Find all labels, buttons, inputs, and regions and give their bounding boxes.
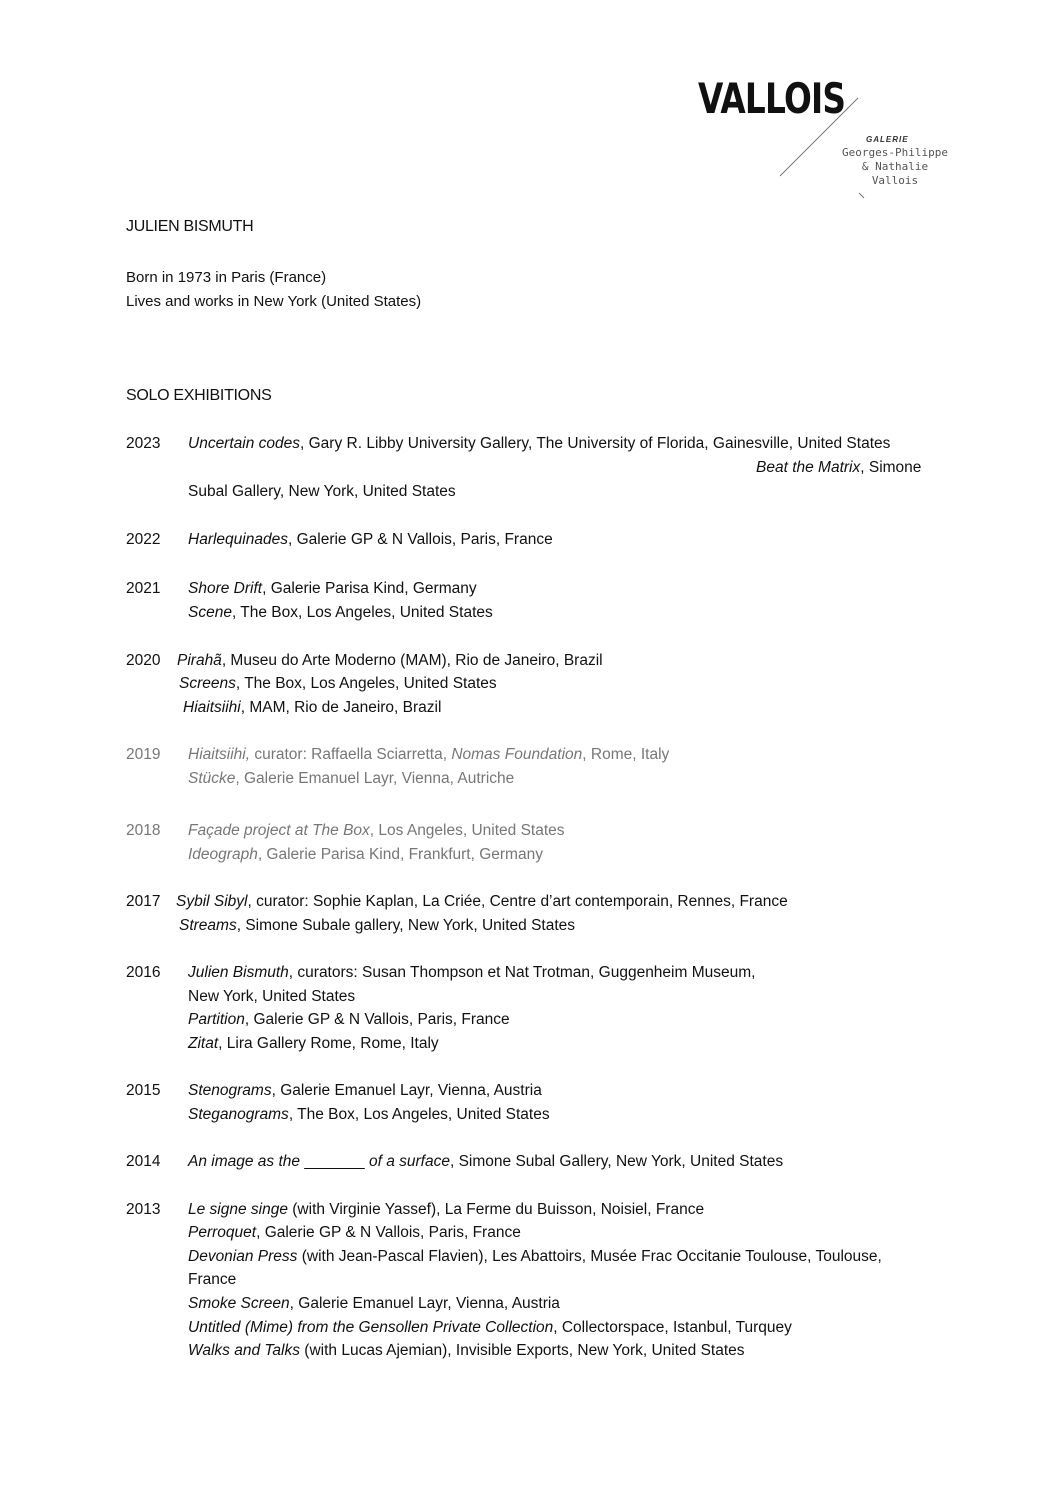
logo-owner-names [830, 146, 960, 188]
exhibition-entry [177, 652, 603, 670]
exhibition-entry-continued: France [188, 1271, 237, 1288]
logo-galerie-label: GALERIE [866, 135, 909, 144]
exhibition-entry [179, 675, 497, 693]
exhibition-details: , Galerie Emanuel Layr, Vienna, Austria [289, 1295, 560, 1312]
exhibition-entry [176, 893, 788, 911]
exhibition-entry [188, 822, 565, 840]
exhibition-entry-continued: Subal Gallery, New York, United States [188, 483, 456, 500]
logo-owner-line: & Nathalie [861, 160, 929, 173]
exhibition-details: , Galerie Parisa Kind, Germany [262, 580, 477, 597]
logo-tick-mark [858, 192, 868, 202]
year-label: 2017 [126, 893, 161, 910]
exhibition-title: Le signe singe [188, 1201, 288, 1218]
exhibition-entry [188, 604, 493, 622]
exhibition-entry [188, 1153, 783, 1171]
exhibition-details: , The Box, Los Angeles, United States [231, 604, 493, 621]
exhibition-entry [188, 1224, 521, 1242]
exhibition-details: curator: Raffaella Sciarretta, [250, 746, 452, 763]
exhibition-entry [188, 846, 543, 864]
year-label: 2016 [126, 964, 161, 981]
year-label: 2018 [126, 822, 161, 839]
exhibition-details: (with Jean-Pascal Flavien), Les Abattoirs, Musée Frac Occitanie Toulouse, Toulouse, [297, 1248, 882, 1265]
year-label: 2014 [126, 1153, 161, 1170]
exhibition-title: Sybil Sibyl [176, 893, 248, 910]
exhibition-details: , Simone [860, 459, 922, 476]
exhibition-details: , Galerie GP & N Vallois, Paris, France [256, 1224, 521, 1241]
exhibition-details: , Galerie Parisa Kind, Frankfurt, Germany [257, 846, 543, 863]
exhibition-title: Julien Bismuth [188, 964, 289, 981]
exhibition-entry [188, 964, 755, 982]
exhibition-title: Smoke Screen [188, 1295, 290, 1312]
exhibition-details: , Galerie GP & N Vallois, Paris, France [287, 531, 553, 548]
exhibition-title: Façade project at The Box [188, 822, 370, 839]
exhibition-details: , Galerie Emanuel Layr, Vienna, Austria [271, 1082, 542, 1099]
year-label: 2023 [126, 435, 161, 452]
exhibition-entry [188, 746, 669, 764]
exhibition-details: , MAM, Rio de Janeiro, Brazil [240, 699, 442, 716]
logo-owner-line: Vallois [871, 174, 919, 187]
exhibition-title: Walks and Talks [188, 1342, 300, 1359]
exhibition-details: , Rome, Italy [582, 746, 670, 763]
exhibition-entry [188, 1106, 550, 1124]
exhibition-details: , Simone Subale gallery, New York, United States [236, 917, 576, 934]
exhibition-title: Stücke [188, 770, 236, 787]
year-label: 2019 [126, 746, 161, 763]
artist-bio [126, 266, 421, 314]
year-label: 2015 [126, 1082, 161, 1099]
exhibition-title: of a surface [364, 1153, 450, 1170]
exhibition-title: Stenograms [188, 1082, 272, 1099]
artist-born: Born in 1973 in Paris (France) [126, 269, 327, 286]
exhibition-title: Scene [188, 604, 232, 621]
exhibition-title: Pirahã [177, 652, 222, 669]
exhibition-details: , Museu do Arte Moderno (MAM), Rio de Janeiro, Brazil [221, 652, 603, 669]
exhibition-entry [188, 531, 553, 549]
exhibition-details: (with Lucas Ajemian), Invisible Exports, New York, United States [300, 1342, 745, 1359]
exhibition-title: Hiaitsiihi, [188, 746, 251, 763]
exhibition-entry [188, 580, 477, 598]
exhibition-title: Uncertain codes [188, 435, 301, 452]
exhibition-title-blank: _______ [304, 1153, 365, 1170]
exhibition-title: Streams [179, 917, 237, 934]
exhibition-title: Perroquet [188, 1224, 257, 1241]
exhibition-details: , Galerie Emanuel Layr, Vienna, Autriche [235, 770, 515, 787]
exhibition-details: (with Virginie Yassef), La Ferme du Buisson, Noisiel, France [287, 1201, 705, 1218]
exhibition-venue: Nomas Foundation [451, 746, 583, 763]
year-label: 2022 [126, 531, 161, 548]
gallery-logo [690, 74, 970, 218]
year-label: 2020 [126, 652, 161, 669]
exhibition-title: Partition [188, 1011, 245, 1028]
exhibition-details: , Lira Gallery Rome, Rome, Italy [218, 1035, 439, 1052]
section-title: SOLO EXHIBITIONS [126, 387, 272, 404]
exhibition-entry [188, 435, 890, 453]
exhibition-entry [188, 1342, 745, 1360]
exhibition-details: , curator: Sophie Kaplan, La Criée, Centre d’art contemporain, Rennes, France [247, 893, 788, 910]
artist-name: JULIEN BISMUTH [126, 218, 254, 235]
exhibition-entry [179, 917, 575, 935]
exhibition-entry [188, 1248, 882, 1266]
exhibition-details: , Galerie GP & N Vallois, Paris, France [244, 1011, 510, 1028]
exhibition-entry [188, 1082, 542, 1100]
exhibition-title: Hiaitsiihi [183, 699, 241, 716]
exhibition-entry [188, 1295, 560, 1313]
exhibition-title: Harlequinades [188, 531, 288, 548]
exhibition-details: , Collectorspace, Istanbul, Turquey [553, 1319, 792, 1336]
exhibition-title: Devonian Press [188, 1248, 298, 1265]
exhibition-entry [183, 699, 441, 717]
exhibition-entry [188, 770, 514, 788]
exhibition-title: An image as the [188, 1153, 305, 1170]
exhibition-entry [188, 1319, 792, 1337]
exhibition-details: , Simone Subal Gallery, New York, United States [449, 1153, 784, 1170]
exhibition-details: , Gary R. Libby University Gallery, The University of Florida, Gainesville, United States [300, 435, 891, 452]
exhibition-title: Zitat [188, 1035, 219, 1052]
logo-owner-line: Georges-Philippe [842, 146, 948, 159]
exhibition-title: Beat the Matrix [756, 459, 861, 476]
exhibition-title: Ideograph [188, 846, 258, 863]
artist-residence: Lives and works in New York (United States) [126, 293, 422, 310]
exhibition-details: , The Box, Los Angeles, United States [288, 1106, 550, 1123]
year-label: 2013 [126, 1201, 161, 1218]
exhibition-entry [188, 1201, 704, 1219]
exhibition-title: Untitled (Mime) from the Gensollen Private Collection [188, 1319, 554, 1336]
exhibition-details: , The Box, Los Angeles, United States [235, 675, 497, 692]
exhibition-title: Steganograms [188, 1106, 289, 1123]
exhibition-title: Screens [179, 675, 236, 692]
exhibition-entry [756, 459, 921, 477]
exhibition-title: Shore Drift [188, 580, 263, 597]
year-label: 2021 [126, 580, 161, 597]
exhibition-details: , curators: Susan Thompson et Nat Trotman, Guggenheim Museum, [288, 964, 756, 981]
exhibition-entry [188, 1035, 439, 1053]
exhibition-entry-continued: New York, United States [188, 988, 356, 1005]
logo-wordmark: VALLOIS [698, 74, 846, 123]
exhibition-entry [188, 1011, 510, 1029]
exhibition-details: , Los Angeles, United States [369, 822, 565, 839]
